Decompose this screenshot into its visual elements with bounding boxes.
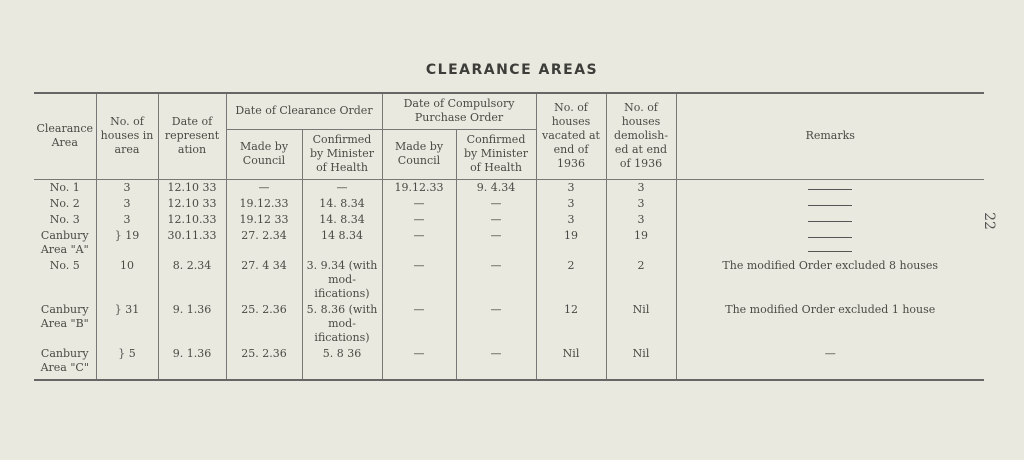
cell-co-council: 25. 2.36 [226,346,302,380]
cell-remarks [676,196,984,212]
table-row [34,302,984,346]
brace-icon: } [114,302,122,316]
cell-remarks [676,228,984,258]
table-row [34,346,984,380]
cell-demolished: Nil [606,302,676,346]
cell-cpo-minister: — [456,258,536,302]
page-title: CLEARANCE AREAS [425,62,599,78]
cell-cpo-minister: — [456,196,536,212]
cell-houses [96,302,158,346]
cell-houses [96,346,158,380]
header-cpo-made-by-council: Made by Council [382,129,456,179]
remarks-dash [808,229,852,238]
header-clearance-area: Clearance Area [34,93,96,179]
cell-area: Canbury Area "B" [40,302,89,330]
cell-cpo-minister: 9. 4.34 [456,179,536,196]
table-row [34,196,984,212]
cell-co-minister: 14 8.34 [302,228,382,258]
cell-houses: 10 [96,258,158,302]
cell-houses-value: 19 [125,228,140,242]
cell-representation: 12.10 33 [158,196,226,212]
cell-area: No. 1 [49,180,80,194]
cell-representation: 8. 2.34 [158,258,226,302]
header-compulsory-purchase-order: Date of Compulsory Purchase Order [382,93,536,129]
cell-co-minister: 5. 8 36 [302,346,382,380]
cell-co-minister: 5. 8.36 (with mod- ifications) [302,302,382,346]
header-co-made-by-council: Made by Council [226,129,302,179]
remarks-dash [808,181,852,190]
cell-demolished: Nil [606,346,676,380]
cell-houses-value: 31 [125,302,140,316]
cell-co-council: 19.12 33 [226,212,302,228]
cell-demolished: 19 [606,228,676,258]
header-remarks: Remarks [676,93,984,179]
header-date-of-representation: Date of represent ation [158,93,226,179]
remarks-dash [808,213,852,222]
cell-vacated: 3 [536,179,606,196]
cell-cpo-council: — [382,212,456,228]
cell-vacated: Nil [536,346,606,380]
cell-houses: 3 [96,196,158,212]
cell-vacated: 19 [536,228,606,258]
header-cpo-confirmed-by-minister: Confirmed by Minister of Health [456,129,536,179]
cell-houses: 3 [96,179,158,196]
cell-houses: 3 [96,212,158,228]
cell-co-council: 27. 4 34 [226,258,302,302]
header-houses-demolished: No. of houses demolish- ed at end of 1936 [606,93,676,179]
cell-demolished: 2 [606,258,676,302]
brace-icon: } [114,228,122,242]
cell-cpo-council: — [382,346,456,380]
cell-remarks: — [676,346,984,380]
cell-houses [96,228,158,258]
cell-vacated: 2 [536,258,606,302]
cell-cpo-council: — [382,196,456,212]
table-row [34,212,984,228]
header-houses-in-area: No. of houses in area [96,93,158,179]
remarks-dash [808,197,852,206]
cell-cpo-minister: — [456,302,536,346]
cell-area: No. 2 [49,196,80,210]
cell-co-council: — [226,179,302,196]
header-co-confirmed-by-minister: Confirmed by Minister of Health [302,129,382,179]
table-row [34,258,984,302]
cell-representation: 12.10 33 [158,179,226,196]
cell-co-minister: 14. 8.34 [302,196,382,212]
cell-area: Canbury Area "C" [34,346,96,380]
cell-co-minister: 3. 9.34 (with mod- ifications) [302,258,382,302]
cell-cpo-council: — [382,258,456,302]
cell-houses-value: 5 [128,346,136,360]
cell-co-council: 25. 2.36 [226,302,302,346]
cell-vacated: 3 [536,212,606,228]
cell-cpo-minister: — [456,212,536,228]
cell-cpo-minister: — [456,346,536,380]
cell-remarks [676,179,984,196]
cell-vacated: 3 [536,196,606,212]
cell-remarks: The modified Order excluded 1 house [676,302,984,346]
cell-area: No. 5 [49,258,80,272]
cell-representation: 12.10.33 [158,212,226,228]
cell-co-council: 19.12.33 [226,196,302,212]
brace-icon: } [118,346,126,360]
cell-area: Canbury Area "A" [40,228,89,256]
cell-representation: 9. 1.36 [158,302,226,346]
page-number: 22 [980,212,997,230]
cell-demolished: 3 [606,179,676,196]
cell-remarks [676,212,984,228]
table-row [34,228,984,258]
cell-cpo-council: — [382,228,456,258]
header-houses-vacated: No. of houses vacated at end of 1936 [536,93,606,179]
header-clearance-order: Date of Clearance Order [226,93,382,129]
clearance-areas-table [34,92,984,381]
remarks-dash [808,243,852,252]
cell-vacated: 12 [536,302,606,346]
cell-cpo-council: 19.12.33 [382,179,456,196]
cell-demolished: 3 [606,212,676,228]
cell-representation: 9. 1.36 [158,346,226,380]
cell-cpo-minister: — [456,228,536,258]
cell-co-minister: 14. 8.34 [302,212,382,228]
table-row [34,179,984,196]
cell-representation: 30.11.33 [158,228,226,258]
cell-co-council: 27. 2.34 [226,228,302,258]
cell-cpo-council: — [382,302,456,346]
cell-demolished: 3 [606,196,676,212]
cell-co-minister: — [302,179,382,196]
cell-area: No. 3 [49,212,80,226]
cell-remarks: The modified Order excluded 8 houses [676,258,984,302]
